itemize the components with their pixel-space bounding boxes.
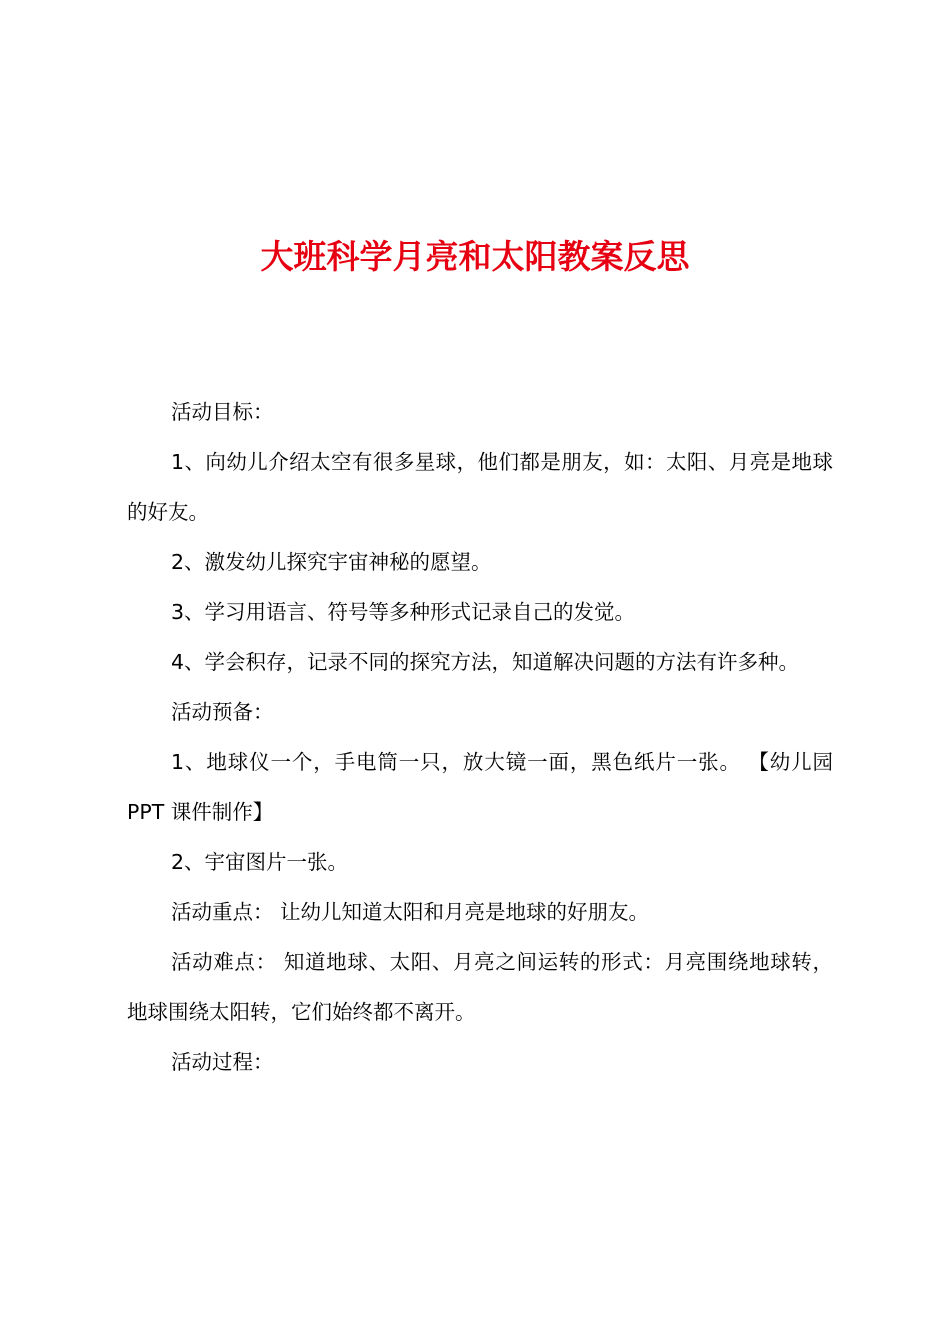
- document-title: 大班科学月亮和太阳教案反思: [260, 237, 690, 277]
- document-body: [127, 387, 833, 1087]
- paragraph-process-heading: 活动过程：: [171, 1050, 274, 1074]
- paragraph-goal-1: 1、向幼儿介绍太空有很多星球，他们都是朋友，如：太阳、月亮是地球的好友。: [127, 450, 833, 524]
- paragraph-key-point: 活动重点： 让幼儿知道太阳和月亮是地球的好朋友。: [171, 900, 650, 924]
- paragraph-preparation-2: 2、宇宙图片一张。: [171, 850, 349, 874]
- paragraph-goal-3: 3、学习用语言、符号等多种形式记录自己的发觉。: [171, 600, 636, 624]
- paragraph-goals-heading: 活动目标：: [171, 400, 274, 424]
- paragraph-goal-4: 4、学会积存，记录不同的探究方法，知道解决问题的方法有许多种。: [171, 650, 800, 674]
- paragraph-preparation-heading: 活动预备：: [171, 700, 274, 724]
- paragraph-difficulty: 活动难点： 知道地球、太阳、月亮之间运转的形式：月亮围绕地球转，地球围绕太阳转，它们始终都不离开。: [127, 950, 833, 1024]
- paragraph-goal-2: 2、激发幼儿探究宇宙神秘的愿望。: [171, 550, 492, 574]
- paragraph-preparation-1: 1、地球仪一个，手电筒一只，放大镜一面，黑色纸片一张。 【幼儿园 PPT 课件制作】: [127, 750, 833, 824]
